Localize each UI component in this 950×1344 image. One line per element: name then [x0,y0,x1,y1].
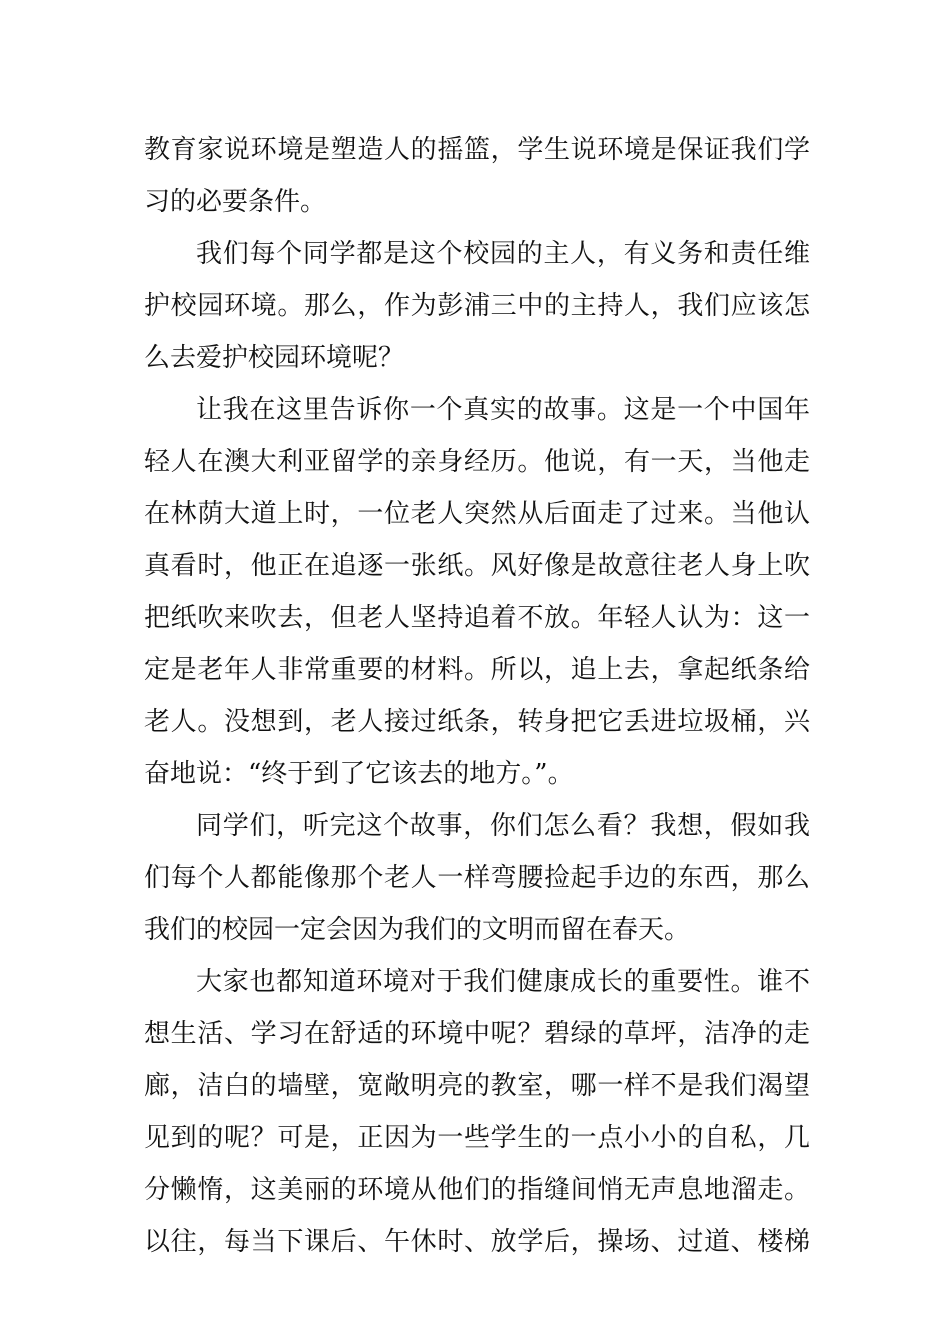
text-line: 以往，每当下课后、午休时、放学后，操场、过道、楼梯 [144,1227,810,1257]
text-line: 奋地说：“终于到了它该去的地方。”。 [144,759,574,789]
text-line: 定是老年人非常重要的材料。所以，追上去，拿起纸条给 [144,655,810,685]
text-line: 想生活、学习在舒适的环境中呢？碧绿的草坪，洁净的走 [144,1019,810,1049]
text-line: 我们每个同学都是这个校园的主人，有义务和责任维 [196,239,810,269]
text-line: 教育家说环境是塑造人的摇篮，学生说环境是保证我们学 [144,135,810,165]
text-line: 在林荫大道上时，一位老人突然从后面走了过来。当他认 [144,499,810,529]
text-line: 大家也都知道环境对于我们健康成长的重要性。谁不 [196,967,810,997]
text-line: 廊，洁白的墙壁，宽敞明亮的教室，哪一样不是我们渴望 [144,1071,810,1101]
body-text [144,124,810,1268]
text-line: 习的必要条件。 [144,187,327,217]
text-line: 们每个人都能像那个老人一样弯腰捡起手边的东西，那么 [144,863,810,893]
text-line: 护校园环境。那么，作为彭浦三中的主持人，我们应该怎 [144,291,810,321]
text-line: 老人。没想到，老人接过纸条，转身把它丢进垃圾桶，兴 [144,707,810,737]
text-line: 同学们，听完这个故事，你们怎么看？我想，假如我 [196,811,810,841]
text-line: 分懒惰，这美丽的环境从他们的指缝间悄无声息地溜走。 [144,1175,810,1205]
text-line: 真看时，他正在追逐一张纸。风好像是故意往老人身上吹 [144,551,810,581]
text-line: 轻人在澳大利亚留学的亲身经历。他说，有一天，当他走 [144,447,810,477]
text-line: 把纸吹来吹去，但老人坚持追着不放。年轻人认为：这一 [144,603,810,633]
text-line: 我们的校园一定会因为我们的文明而留在春天。 [144,915,691,945]
text-line: 见到的呢？可是，正因为一些学生的一点小小的自私，几 [144,1123,810,1153]
text-line: 让我在这里告诉你一个真实的故事。这是一个中国年 [196,395,810,425]
text-line: 么去爱护校园环境呢？ [144,343,405,373]
